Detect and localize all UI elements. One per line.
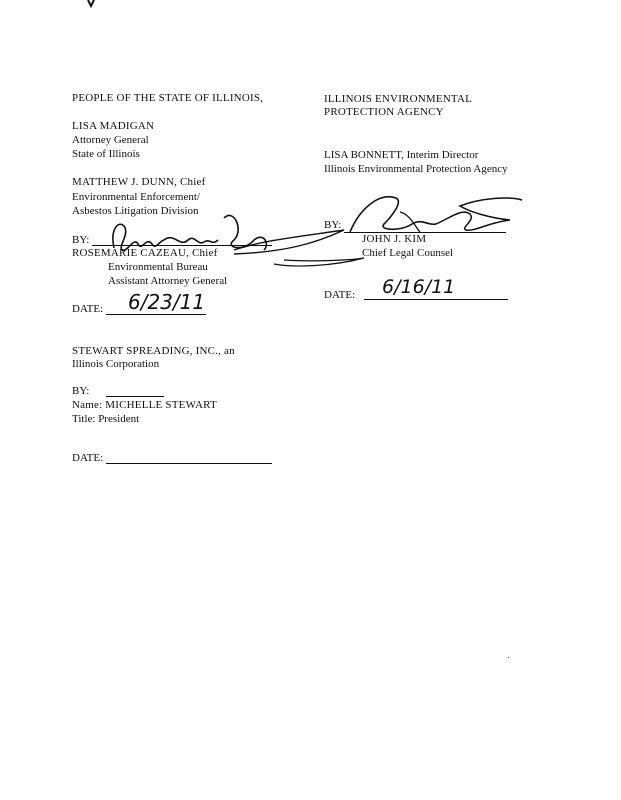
respondent-name-line: Name: MICHELLE STEWART — [72, 399, 217, 411]
agency-line-2: PROTECTION AGENCY — [324, 106, 444, 118]
left-date-label: DATE: — [72, 303, 104, 315]
left-signer-title: Assistant Attorney General — [108, 275, 228, 287]
respondent-by-label: BY: — [72, 385, 90, 397]
ag-name: LISA MADIGAN — [72, 120, 155, 132]
director-name: LISA BONNETT, Interim Director — [324, 149, 479, 161]
director-agency: Illinois Environmental Protection Agency — [324, 163, 508, 175]
left-date-handwritten: 6/23/11 — [128, 290, 206, 314]
right-date-handwritten: 6/16/11 — [382, 276, 456, 298]
company-line-1: STEWART SPREADING, INC., an — [72, 345, 235, 357]
chief-division-line-2: Asbestos Litigation Division — [72, 205, 199, 217]
party-heading: PEOPLE OF THE STATE OF ILLINOIS, — [72, 92, 264, 104]
right-date-line — [364, 299, 508, 300]
left-signer-name: ROSEMARIE CAZEAU, Chief — [72, 247, 218, 259]
left-by-label: BY: — [72, 234, 90, 246]
left-signer-bureau: Environmental Bureau — [108, 261, 208, 273]
respondent-title-line: Title: President — [72, 413, 140, 425]
respondent-date-line — [106, 463, 272, 464]
agency-line-1: ILLINOIS ENVIRONMENTAL — [324, 93, 473, 105]
right-signer-name: JOHN J. KIM — [362, 233, 427, 245]
scan-speck — [508, 657, 509, 658]
chief-name: MATTHEW J. DUNN, Chief — [72, 176, 206, 188]
right-signer-title: Chief Legal Counsel — [362, 247, 454, 259]
left-date-line — [106, 314, 206, 315]
respondent-date-label: DATE: — [72, 452, 104, 464]
ag-title: Attorney General — [72, 134, 149, 146]
right-date-label: DATE: — [324, 289, 356, 301]
respondent-signature-line — [106, 396, 164, 397]
company-line-2: Illinois Corporation — [72, 358, 160, 370]
ag-state: State of Illinois — [72, 148, 140, 160]
chief-division-line-1: Environmental Enforcement/ — [72, 191, 200, 203]
corner-mark — [86, 0, 96, 8]
right-by-label: BY: — [324, 219, 342, 231]
